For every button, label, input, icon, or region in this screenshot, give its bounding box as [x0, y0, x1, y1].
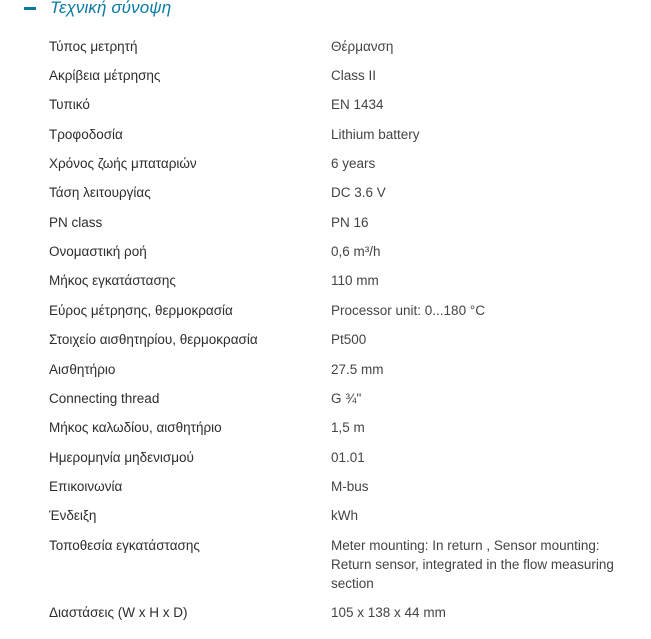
spec-label: Μήκος καλωδίου, αισθητήριο [49, 420, 222, 435]
spec-label: Τροφοδοσία [49, 127, 123, 142]
spec-value: EN 1434 [331, 97, 384, 112]
spec-value: Lithium battery [331, 127, 420, 142]
spec-value: 0,6 m³/h [331, 244, 381, 259]
spec-value: 6 years [331, 156, 376, 171]
spec-label: Τυπικό [49, 97, 90, 112]
spec-label: Αισθητήριο [49, 362, 116, 377]
spec-value: 1,5 m [331, 420, 365, 435]
spec-label: Χρόνος ζωής μπαταριών [49, 156, 197, 171]
spec-label: Ακρίβεια μέτρησης [49, 68, 161, 83]
spec-value: kWh [331, 508, 358, 523]
spec-value: M-bus [331, 479, 369, 494]
spec-label: Ημερομηνία μηδενισμού [49, 450, 194, 465]
spec-value: Processor unit: 0...180 °C [331, 303, 485, 318]
spec-value: G ¾" [331, 391, 362, 406]
spec-label: Τοποθεσία εγκατάστασης [49, 538, 200, 553]
spec-label: Εύρος μέτρησης, θερμοκρασία [49, 303, 233, 318]
spec-value: DC 3.6 V [331, 185, 386, 200]
spec-label: Στοιχείο αισθητηρίου, θερμοκρασία [49, 332, 258, 347]
section-title: Τεχνική σύνοψη [50, 0, 172, 17]
spec-value: Meter mounting: In return , Sensor mounting: Return sensor, integrated in the flow measuring section [331, 538, 614, 591]
spec-label: Τάση λειτουργίας [49, 185, 151, 200]
spec-label: Επικοινωνία [49, 479, 123, 494]
spec-value: 27.5 mm [331, 362, 384, 377]
minus-icon[interactable] [24, 7, 36, 10]
spec-label: PN class [49, 215, 103, 230]
spec-value: 01.01 [331, 450, 365, 465]
spec-label: Μήκος εγκατάστασης [49, 273, 176, 288]
spec-value: Θέρμανση [331, 39, 394, 54]
spec-label: Ένδειξη [49, 508, 97, 523]
spec-label: Ονομαστική ροή [49, 244, 147, 259]
spec-value: Pt500 [331, 332, 367, 347]
spec-label: Διαστάσεις (W x H x D) [49, 605, 188, 620]
spec-value: 110 mm [331, 273, 379, 288]
spec-value: PN 16 [331, 215, 369, 230]
section-header-technical-summary[interactable] [24, 0, 171, 20]
spec-label: Connecting thread [49, 391, 160, 406]
spec-value: 105 x 138 x 44 mm [331, 605, 446, 620]
spec-label: Τύπος μετρητή [49, 39, 138, 54]
spec-value: Class II [331, 68, 377, 83]
